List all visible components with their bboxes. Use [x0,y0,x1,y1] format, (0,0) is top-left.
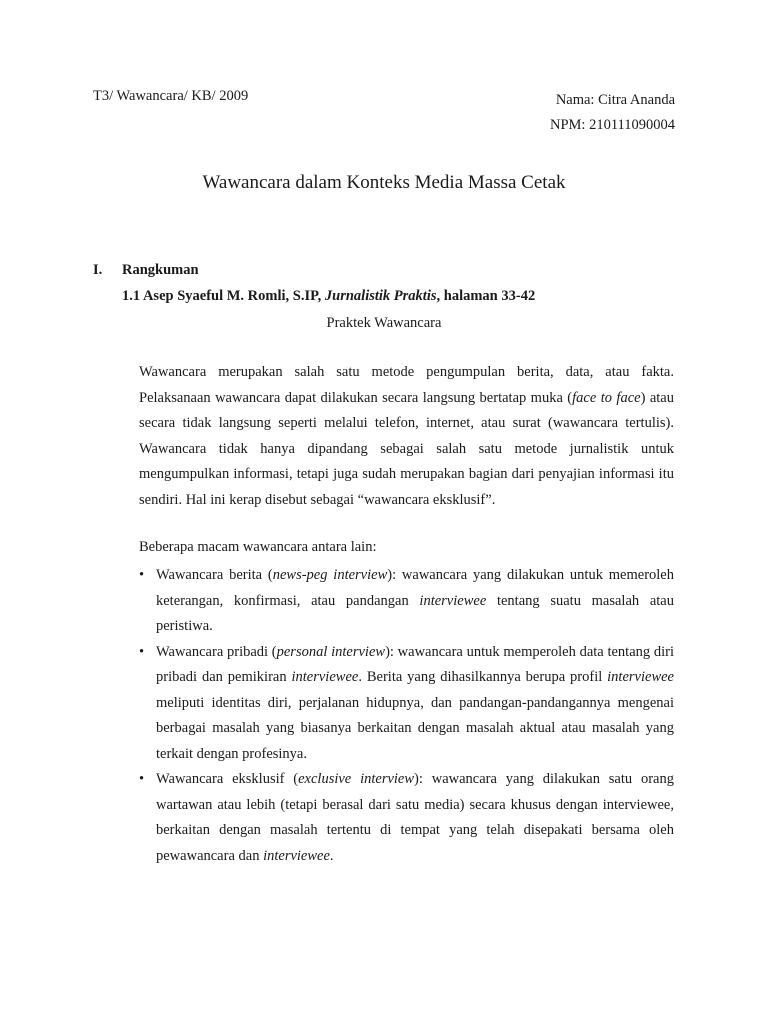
subsection-heading [122,288,535,305]
item-italic-term: news-peg interview [272,567,388,583]
student-name: Nama: Citra Ananda [555,92,675,108]
item-text: Wawancara eksklusif ( [156,771,299,787]
item-text: tentang suatu masalah atau peristiwa. [156,592,674,634]
document-code: T3/ Wawancara/ KB/ 2009 [93,88,249,104]
item-italic-term: interviewee [419,592,487,609]
item-italic-term: interviewee [607,669,674,685]
list-item [139,563,674,640]
item-text: ): wawancara yang dilakukan untuk memeroleh keterangan, konfirmasi, atau pandangan [156,567,674,609]
interview-types-list [139,563,674,869]
item-text: meliputi identitas diri, perjalanan hidupnya, dan pandangan-pandangannya mengenai berbagai masalah yang biasanya berkaitan dengan masalah aktual atau masalah yang terkait dengan profesinya. [156,694,674,762]
list-intro: Beberapa macam wawancara antara lain: [139,539,377,555]
bullet-icon: • [139,643,145,660]
document-title: Wawancara dalam Konteks Media Massa Cetak [202,172,566,193]
item-text: Wawancara berita ( [156,567,273,583]
item-italic-term: personal interview [276,643,386,660]
item-text: ): wawancara untuk memperoleh data tentang diri pribadi dan pemikiran [156,643,674,685]
bullet-icon: • [139,771,145,787]
item-text: Wawancara pribadi ( [156,643,277,660]
body-paragraph [139,360,674,513]
subsection-prefix: 1.1 Asep Syaeful M. Romli, S.IP, [122,288,325,304]
student-info [550,88,675,138]
subsection-suffix: , halaman 33-42 [436,288,536,304]
paragraph-text-2: ) atau secara tidak langsung seperti melalui telefon, internet, atau surat (wawancara tertulis). Wawancara tidak hanya dipandang sebagai salah satu metode jurnalistik untuk mengumpulkan informasi, tetapi juga sudah merupakan bagian dari penyajian informasi itu sendiri. Hal ini kerap disebut sebagai “wawancara eksklusif”. [139,389,674,508]
bullet-icon: • [139,567,145,583]
section-number: I. [93,262,103,278]
section-heading [93,262,199,279]
paragraph-italic-term: face to face [572,389,641,406]
item-italic-term: exclusive interview [298,771,415,787]
item-text: . Berita yang dihasilkannya berupa profil [358,669,608,685]
item-italic-term: interviewee [291,669,359,685]
student-npm: NPM: 210111090004 [549,117,675,133]
paragraph-text-1: Wawancara merupakan salah satu metode pengumpulan berita, data, atau fakta. Pelaksanaan wawancara dapat dilakukan secara langsung bertatap muka ( [139,364,674,406]
item-text: . [329,847,334,864]
item-italic-term: interviewee [263,847,330,864]
list-item [139,640,674,768]
book-title: Jurnalistik Praktis [324,288,437,304]
section-label: Rangkuman [122,262,199,278]
item-text: ): wawancara yang dilakukan satu orang wartawan atau lebih (tetapi berasal dari satu media) secara khusus dengan interviewee, berkaitan dengan masalah tertentu di tempat yang telah disepakati bersama oleh pewawancara dan [156,771,674,864]
subtitle: Praktek Wawancara [326,315,442,331]
list-item [139,767,674,869]
